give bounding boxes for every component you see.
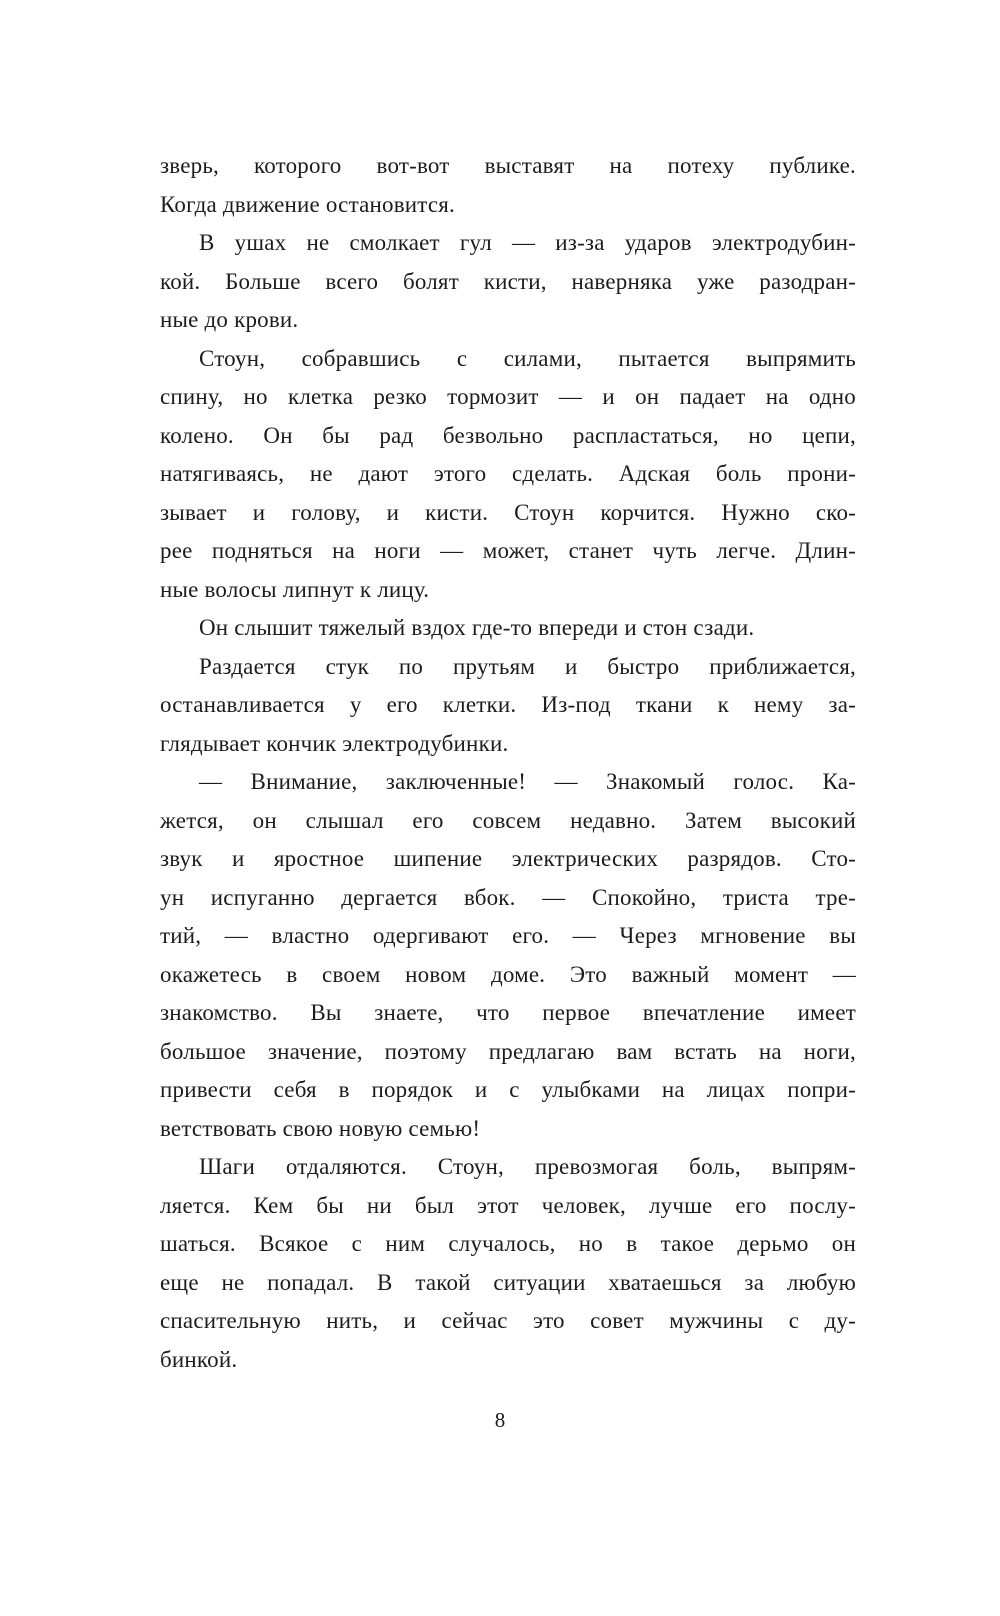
paragraph — [160, 763, 856, 1148]
text-line: зверь, которого вот-вот выставят на потеху публике. — [160, 153, 856, 178]
paragraph — [160, 340, 856, 610]
text-line: бинкой. — [160, 1346, 238, 1372]
paragraph — [160, 147, 856, 224]
text-line: глядывает кончик электродубинки. — [160, 730, 509, 756]
text-line: еще не попадал. В такой ситуации хватаешься за любую — [160, 1269, 856, 1295]
text-line: привести себя в порядок и с улыбками на лицах попри- — [160, 1077, 856, 1102]
text-line: ун испуганно дергается вбок. — Спокойно, триста тре- — [160, 884, 856, 910]
text-line: ные волосы липнут к лицу. — [160, 576, 430, 602]
text-line: спину, но клетка резко тормозит — и он падает на одно — [160, 384, 856, 409]
text-line: Стоун, собравшись с силами, пытается выпрямить — [199, 345, 856, 371]
text-line: — Внимание, заключенные! — Знакомый голос. Ка- — [199, 769, 856, 794]
text-line: В ушах не смолкает гул — из-за ударов электродубин- — [199, 230, 856, 255]
paragraph — [160, 609, 856, 648]
text-line: останавливается у его клетки. Из-под ткани к нему за- — [160, 692, 856, 717]
text-line: ные до крови. — [160, 307, 299, 332]
text-line: натягиваясь, не дают этого сделать. Адская боль прони- — [160, 461, 856, 486]
text-line: жется, он слышал его совсем недавно. Затем высокий — [160, 807, 856, 833]
text-line: звук и яростное шипение электрических разрядов. Сто- — [160, 846, 856, 871]
text-line: рее подняться на ноги — может, станет чуть легче. Длин- — [160, 538, 856, 563]
text-line: колено. Он бы рад безвольно распластаться, но цепи, — [160, 422, 856, 448]
text-line: шаться. Всякое с ним случалось, но в такое дерьмо он — [160, 1231, 856, 1256]
text-line: зывает и голову, и кисти. Стоун корчится. Нужно ско- — [160, 499, 856, 525]
text-line: тий, — властно одергивают его. — Через мгновение вы — [160, 923, 856, 948]
text-line: кой. Больше всего болят кисти, наверняка уже разодран- — [160, 268, 856, 294]
text-line: ветствовать свою новую семью! — [160, 1115, 481, 1141]
text-block — [160, 147, 856, 1379]
text-line: большое значение, поэтому предлагаю вам встать на ноги, — [160, 1038, 856, 1064]
text-line: Раздается стук по прутьям и быстро приближается, — [199, 653, 856, 679]
text-line: окажетесь в своем новом доме. Это важный момент — — [160, 961, 856, 987]
paragraph — [160, 1148, 856, 1379]
text-line: спасительную нить, и сейчас это совет мужчины с ду- — [160, 1308, 856, 1333]
text-line: Он слышит тяжелый вздох где-то впереди и стон сзади. — [199, 615, 755, 640]
text-line: знакомство. Вы знаете, что первое впечатление имеет — [160, 1000, 856, 1025]
paragraph — [160, 648, 856, 764]
page-number: 8 — [494, 1408, 506, 1432]
text-line: Шаги отдаляются. Стоун, превозмогая боль, выпрям- — [199, 1154, 856, 1179]
text-line: ляется. Кем бы ни был этот человек, лучше его послу- — [160, 1192, 856, 1218]
text-line: Когда движение остановится. — [160, 191, 455, 217]
paragraph — [160, 224, 856, 340]
